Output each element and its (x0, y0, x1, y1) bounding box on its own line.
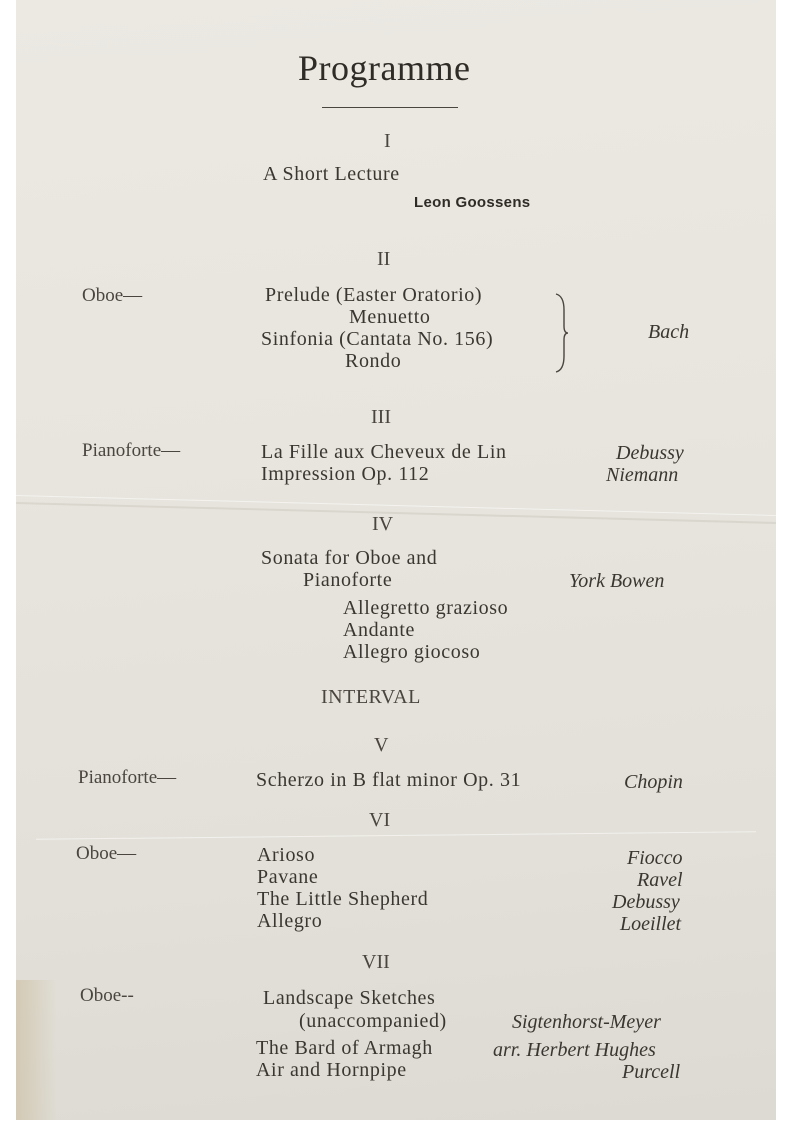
page-title: Programme (298, 48, 471, 88)
composer-name: Niemann (606, 464, 679, 486)
composer-name: York Bowen (569, 570, 665, 592)
programme-sheet (16, 0, 776, 1120)
paper-crease (36, 831, 756, 840)
piece-title: Air and Hornpipe (256, 1059, 407, 1081)
piece-title-continued: Pianoforte (303, 569, 393, 591)
piece-title: Sonata for Oboe and (261, 547, 438, 569)
composer-name: Ravel (637, 869, 683, 891)
piece-title: Impression Op. 112 (261, 463, 430, 485)
composer-name: Chopin (624, 771, 683, 793)
section-numeral: I (384, 130, 391, 152)
instrument-label: Pianoforte— (78, 767, 177, 788)
composer-name: arr. Herbert Hughes (493, 1039, 656, 1061)
composer-name: Purcell (622, 1061, 681, 1083)
composer-name: Debussy (616, 442, 684, 464)
piece-title: Rondo (345, 350, 402, 372)
instrument-label: Oboe— (76, 843, 137, 864)
composer-name: Sigtenhorst-Meyer (512, 1011, 661, 1033)
section-numeral: IV (372, 513, 394, 535)
piece-title: Sinfonia (Cantata No. 156) (261, 328, 494, 350)
piece-title: The Bard of Armagh (256, 1037, 433, 1059)
movement-title: Allegretto grazioso (343, 597, 509, 619)
piece-title: Menuetto (349, 306, 431, 328)
piece-title: Landscape Sketches (263, 987, 436, 1009)
piece-title: La Fille aux Cheveux de Lin (261, 441, 507, 463)
grouping-brace (554, 292, 574, 374)
movement-title: Andante (343, 619, 415, 641)
section-numeral: II (377, 248, 391, 270)
composer-name: Fiocco (627, 847, 683, 869)
section-numeral: VI (369, 809, 391, 831)
composer-name: Debussy (612, 891, 680, 913)
lecture-title: A Short Lecture (263, 163, 400, 185)
instrument-label: Pianoforte— (82, 440, 181, 461)
instrument-label: Oboe— (82, 285, 143, 306)
piece-title: Arioso (257, 844, 316, 866)
piece-title: Scherzo in B flat minor Op. 31 (256, 769, 522, 791)
composer-name: Bach (648, 321, 690, 343)
section-numeral: VII (362, 951, 390, 973)
piece-title: The Little Shepherd (257, 888, 429, 910)
section-numeral: V (374, 734, 389, 756)
paper-corner-shade (16, 980, 56, 1120)
interval-label: INTERVAL (321, 686, 421, 708)
piece-title: Prelude (Easter Oratorio) (265, 284, 483, 306)
lecturer-name: Leon Goossens (414, 194, 531, 211)
section-numeral: III (371, 406, 391, 428)
composer-name: Loeillet (620, 913, 682, 935)
piece-title: Pavane (257, 866, 319, 888)
title-underline (322, 107, 458, 108)
instrument-label: Oboe-- (80, 985, 134, 1006)
piece-title: Allegro (257, 910, 323, 932)
movement-title: Allegro giocoso (343, 641, 481, 663)
piece-title-continued: (unaccompanied) (299, 1010, 447, 1032)
